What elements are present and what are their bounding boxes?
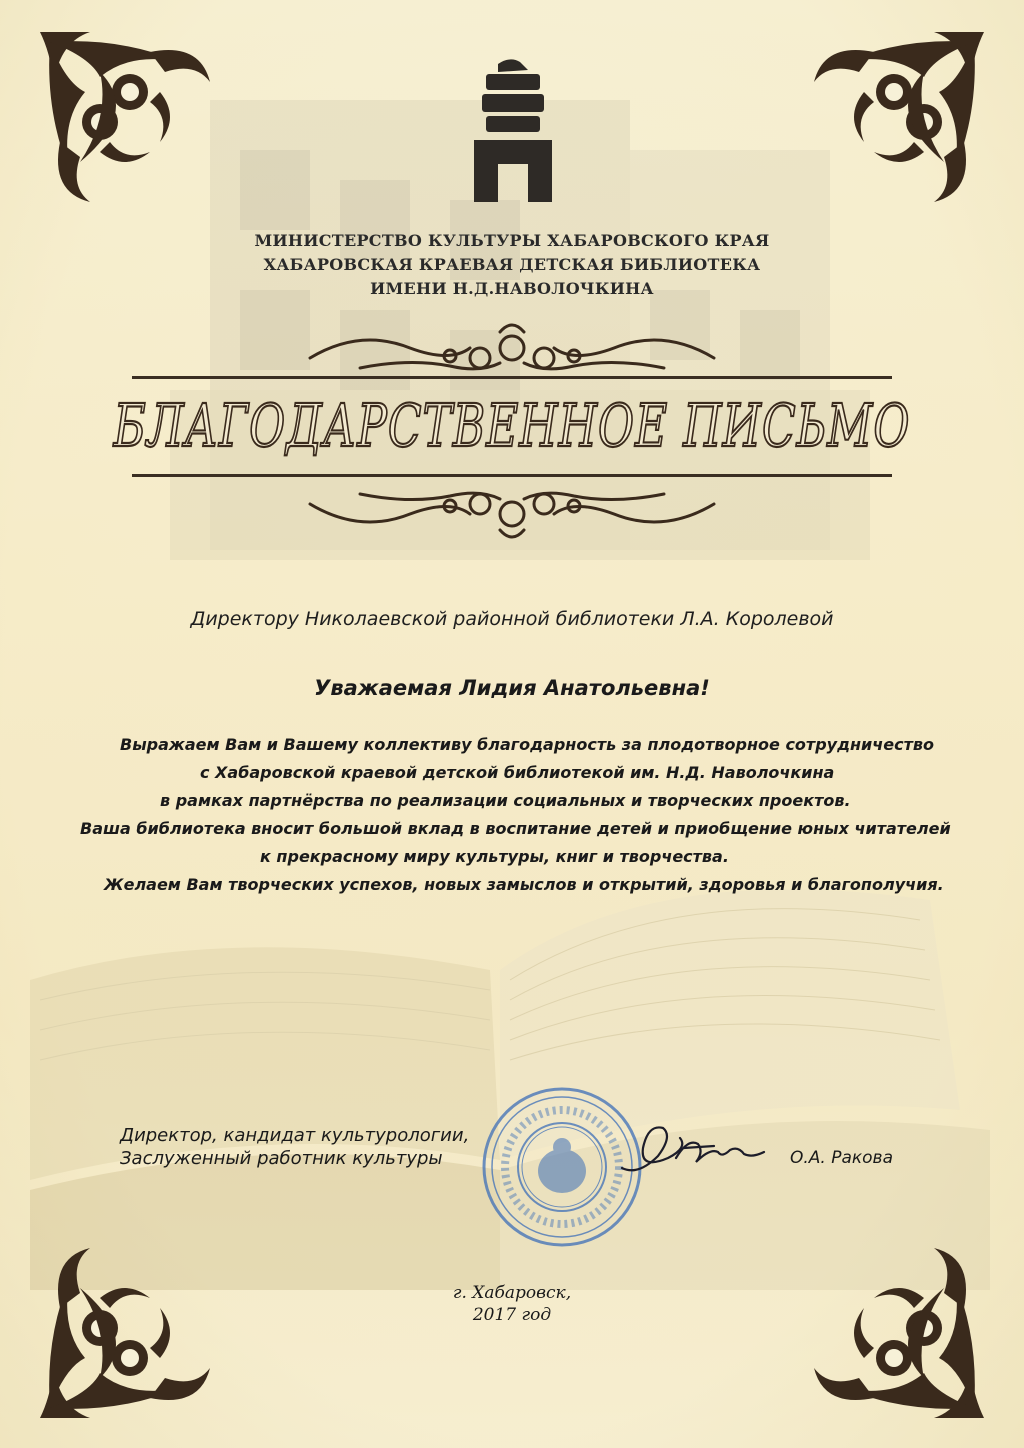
place-line: г. Хабаровск, [452,1283,572,1303]
body-line: с Хабаровской краевой детской библиотекой им. Н.Д. Наволочкина [200,763,835,782]
body-line: в рамках партнёрства по реализации социальных и творческих проектов. [160,791,851,810]
body-line: Выражаем Вам и Вашему коллективу благодарность за плодотворное сотрудничество [120,735,934,754]
title-flourish-top [300,318,724,378]
library-logo-icon [468,56,558,206]
title-flourish-bottom [300,484,724,544]
greeting-line: Уважаемая Лидия Анатольевна! [314,676,710,700]
signatory-role-line1: Директор, кандидат культурологии, [120,1125,470,1146]
org-ministry-line: МИНИСТЕРСТВО КУЛЬТУРЫ ХАБАРОВСКОГО КРАЯ [254,231,770,250]
title-rule-top [132,376,892,379]
title-rule-bottom [132,474,892,477]
org-library-name-line: ИМЕНИ Н.Д.НАВОЛОЧКИНА [370,279,654,298]
addressee-line: Директору Николаевской районной библиотеки Л.А. Королевой [190,608,834,630]
org-library-line: ХАБАРОВСКАЯ КРАЕВАЯ ДЕТСКАЯ БИБЛИОТЕКА [263,255,761,274]
corner-ornament-top-left [30,22,220,212]
corner-ornament-top-right [804,22,994,212]
body-line: Ваша библиотека вносит большой вклад в воспитание детей и приобщение юных читателей [80,819,951,838]
handwritten-signature [618,1118,768,1180]
signatory-role-line2: Заслуженный работник культуры [120,1148,443,1169]
body-line: Желаем Вам творческих успехов, новых замыслов и открытий, здоровья и благополучия. [104,875,944,894]
document-title: БЛАГОДАРСТВЕННОЕ ПИСЬМО [113,392,911,461]
year-line: 2017 год [472,1305,552,1325]
corner-ornament-bottom-left [30,1238,220,1428]
body-line: к прекрасному миру культуры, книг и творчества. [260,847,729,866]
signatory-name: О.А. Ракова [790,1148,893,1168]
corner-ornament-bottom-right [804,1238,994,1428]
